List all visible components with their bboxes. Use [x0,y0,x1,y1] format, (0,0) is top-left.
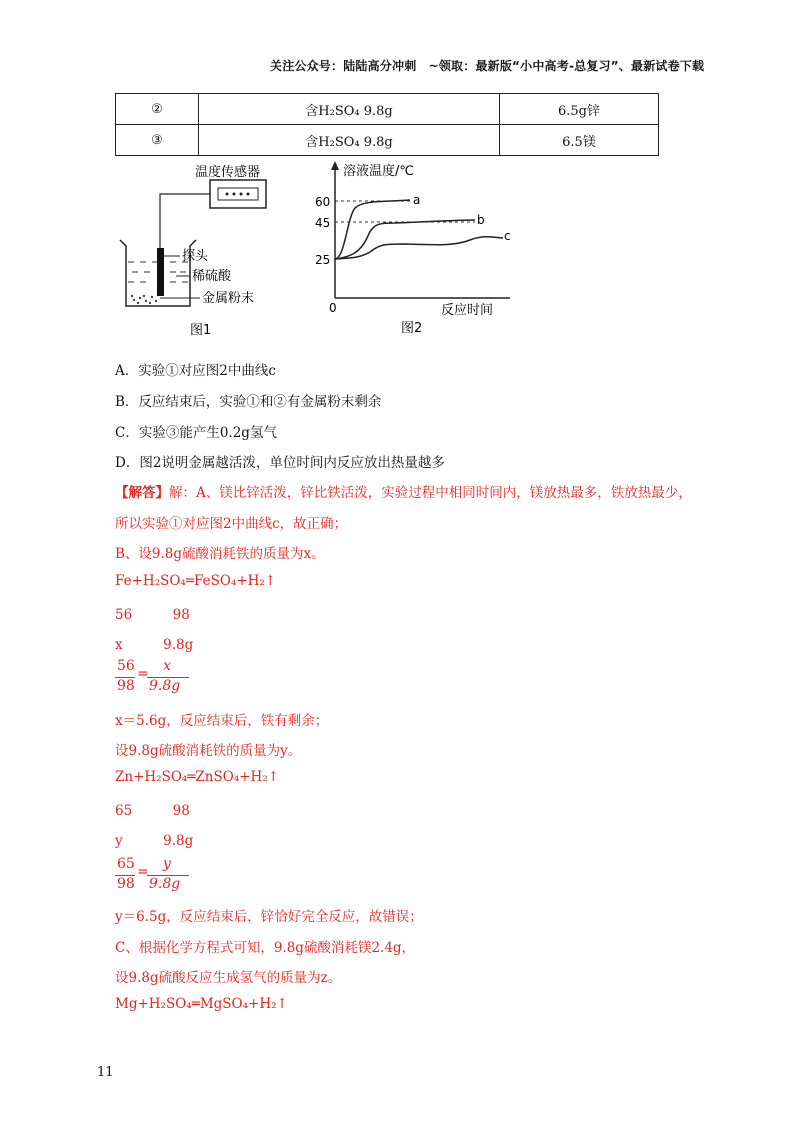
curve-label-c: c [504,229,511,243]
tick-label-60: 60 [315,195,331,209]
sensor-wire [160,194,210,248]
origin-label: 0 [329,301,337,315]
solution-tag: 【解答】 [115,485,169,501]
solution-line-2: 所以实验①对应图2中曲线c，故正确； [115,516,348,532]
metal-cell: 6.5g锌 [500,94,659,125]
experiment-table [115,93,659,156]
acid-cell: 含H₂SO₄ 9.8g [199,125,500,156]
powder-label: 金属粉末 [202,291,255,306]
value-line-1: x 9.8g [115,637,194,653]
fraction-2: 65 98 = y 9.8g [115,856,205,896]
figure1-apparatus [110,160,290,340]
solution-line-7: C、根据化学方程式可知，9.8g硫酸消耗镁2.4g， [115,940,416,956]
molar-mass-line-1: 56 98 [115,607,190,623]
equation-fe: Fe+H₂SO₄═FeSO₄+H₂↑ [115,573,277,589]
curve-label-a: a [413,193,421,207]
acid-cell: 含H₂SO₄ 9.8g [199,94,500,125]
option-c: C．实验③能产生0.2g氢气 [115,425,277,441]
figure2-chart [305,158,525,340]
equation-zn: Zn+H₂SO₄═ZnSO₄+H₂↑ [115,769,280,785]
value-line-2: y 9.8g [115,833,194,849]
y-axis-label: 溶液温度/℃ [343,164,414,179]
x-axis-label: 反应时间 [441,303,494,318]
solution-line-3: B、设9.8g硫酸消耗铁的质量为x。 [115,546,325,562]
metal-powder [131,295,157,304]
solution-line-5: 设9.8g硫酸消耗铁的质量为y。 [115,743,302,759]
row-number: ② [116,94,199,125]
option-b: B．反应结束后，实验①和②有金属粉末剩余 [115,394,382,410]
probe [157,248,164,296]
row-number: ③ [116,125,199,156]
option-a: A．实验①对应图2中曲线c [115,363,276,379]
equation-mg: Mg+H₂SO₄═MgSO₄+H₂↑ [115,996,288,1012]
page-number: 11 [97,1065,114,1080]
solution-line-4: x＝5.6g，反应结束后，铁有剩余； [115,713,329,729]
solution-line-8: 设9.8g硫酸反应生成氢气的质量为z。 [115,970,342,986]
sensor-label: 温度传感器 [195,165,261,180]
metal-cell: 6.5镁 [500,125,659,156]
option-d: D．图2说明金属越活泼，单位时间内反应放出热量越多 [115,455,445,471]
curve-b [335,220,475,259]
tick-label-25: 25 [315,253,331,267]
molar-mass-line-2: 65 98 [115,803,190,819]
figure1-caption: 图1 [190,323,212,338]
table-row [116,125,659,156]
curve-label-b: b [477,213,485,227]
table-row [116,94,659,125]
solution-line-6: y＝6.5g，反应结束后，锌恰好完全反应，故错误； [115,909,423,925]
sensor-display [218,188,258,200]
solution-line-1: 【解答】解：A、镁比锌活泼，锌比铁活泼，实验过程中相同时间内，镁放热最多，铁放热最少， [115,485,692,501]
figure2-caption: 图2 [401,321,423,336]
fraction-1: 56 98 = x 9.8g [115,658,205,698]
tick-label-45: 45 [315,216,331,230]
page-header: 关注公众号：陆陆高分冲刺 ~领取：最新版“小中高考-总复习”、最新试卷下载 [270,59,705,73]
acid-label: 稀硫酸 [192,269,232,284]
probe-label: 探头 [182,249,209,264]
